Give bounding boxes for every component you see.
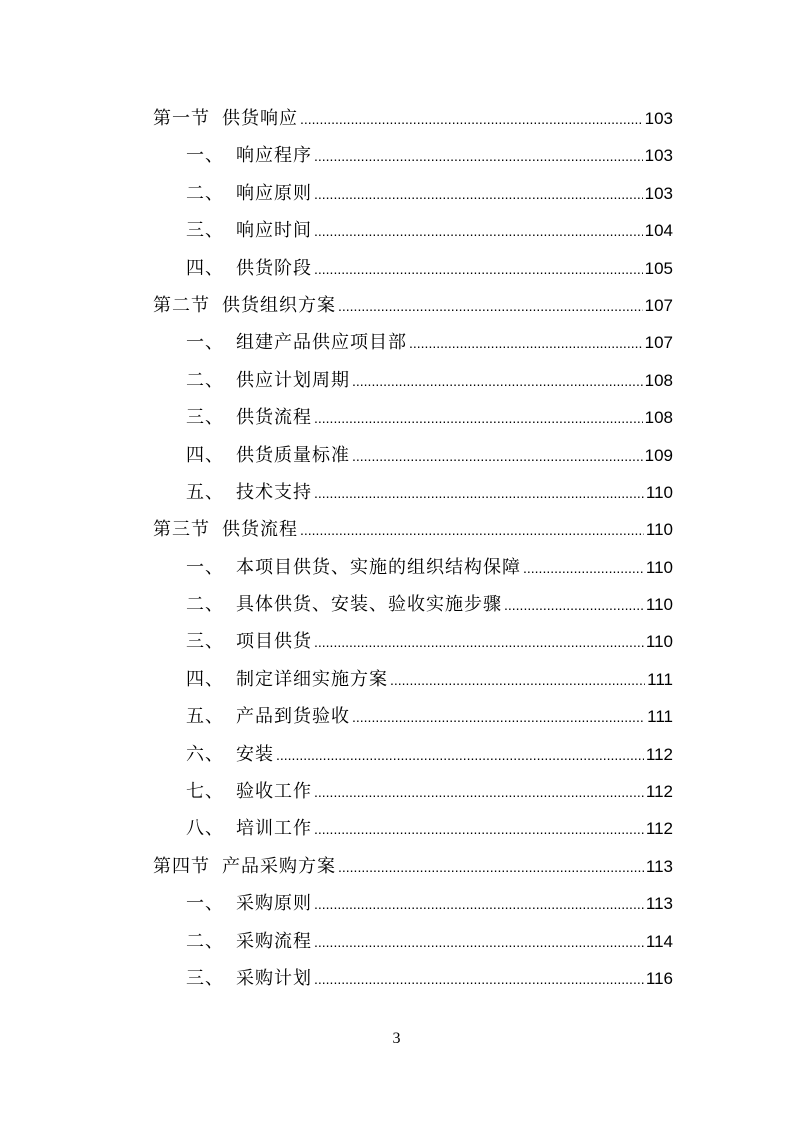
- toc-page-number: 112: [645, 819, 673, 839]
- toc-entry-title: [186, 661, 388, 698]
- dot-leader: [314, 400, 643, 437]
- toc-entry-text: 验收工作: [236, 781, 312, 803]
- toc-entry-number: 三、: [186, 631, 224, 653]
- toc-entry-text: 供货质量标准: [236, 444, 350, 466]
- toc-entry[interactable]: [153, 399, 673, 436]
- toc-entry[interactable]: [153, 324, 673, 361]
- dot-leader: [314, 138, 643, 175]
- toc-entry[interactable]: [153, 923, 673, 960]
- toc-entry-number: 四、: [186, 444, 224, 466]
- toc-entry-text: 培训工作: [236, 818, 312, 840]
- toc-page-number: 110: [645, 482, 673, 502]
- toc-entry-number: 三、: [186, 967, 224, 989]
- toc-entry[interactable]: [153, 287, 673, 324]
- toc-entry[interactable]: [153, 848, 673, 885]
- dot-leader: [352, 438, 643, 475]
- toc-entry-title: [186, 474, 312, 511]
- toc-page-number: 103: [644, 109, 673, 128]
- toc-entry[interactable]: [153, 960, 673, 997]
- toc-page-number: 105: [644, 258, 673, 278]
- toc-entry-text: 组建产品供应项目部: [236, 332, 407, 354]
- toc-entry-text: 响应程序: [236, 145, 312, 167]
- dot-leader: [314, 961, 644, 998]
- toc-entry-text: 采购计划: [236, 967, 312, 989]
- toc-entry-text: 产品采购方案: [222, 855, 336, 877]
- toc-entry-text: 采购原则: [236, 893, 312, 915]
- toc-entry-title: [153, 848, 336, 885]
- toc-entry[interactable]: [153, 885, 673, 922]
- toc-entry-number: 七、: [186, 781, 224, 803]
- dot-leader: [314, 176, 643, 213]
- toc-entry-text: 响应原则: [236, 182, 312, 204]
- toc-entry-title: [186, 137, 312, 174]
- toc-page-number: 111: [647, 669, 673, 689]
- toc-entry-number: 五、: [186, 481, 224, 503]
- toc-entry-text: 供货流程: [236, 407, 312, 429]
- toc-entry[interactable]: [153, 773, 673, 810]
- toc-entry-text: 安装: [236, 743, 274, 765]
- toc-entry-number: 一、: [186, 145, 224, 167]
- toc-entry-text: 采购流程: [236, 930, 312, 952]
- toc-page-number: 114: [645, 931, 673, 951]
- toc-entry-number: 二、: [186, 930, 224, 952]
- dot-leader: [314, 213, 643, 250]
- toc-entry-number: 第三节: [153, 519, 210, 541]
- dot-leader: [352, 363, 643, 400]
- toc-entry-number: 五、: [186, 706, 224, 728]
- toc-entry-title: [186, 212, 312, 249]
- dot-leader: [314, 251, 643, 288]
- toc-page-number: 116: [645, 968, 673, 988]
- toc-page-number: 111: [647, 707, 673, 727]
- toc-entry-title: [186, 324, 407, 361]
- toc-entry-title: [153, 287, 336, 324]
- toc-entry-number: 二、: [186, 182, 224, 204]
- toc-entry-text: 供货流程: [222, 519, 298, 541]
- toc-entry-number: 八、: [186, 818, 224, 840]
- toc-entry-text: 技术支持: [236, 481, 312, 503]
- toc-entry-title: [186, 623, 312, 660]
- toc-entry[interactable]: [153, 212, 673, 249]
- toc-entry[interactable]: [153, 474, 673, 511]
- toc-entry-title: [186, 437, 350, 474]
- dot-leader: [300, 512, 644, 549]
- toc-page-number: 112: [645, 782, 673, 802]
- toc-entry-number: 第二节: [153, 294, 210, 316]
- dot-leader: [314, 475, 644, 512]
- toc-page-number: 110: [645, 632, 673, 652]
- dot-leader: [314, 774, 644, 811]
- toc-entry-number: 二、: [186, 594, 224, 616]
- dot-leader: [314, 886, 644, 923]
- dot-leader: [409, 325, 643, 362]
- toc-entry[interactable]: [153, 810, 673, 847]
- toc-page-number: 109: [644, 445, 673, 465]
- toc-page-number: 110: [645, 595, 673, 615]
- toc-entry-title: [186, 399, 312, 436]
- dot-leader: [314, 924, 644, 961]
- toc-entry-number: 六、: [186, 743, 224, 765]
- toc-entry[interactable]: [153, 698, 673, 735]
- toc-entry-text: 供货响应: [222, 108, 298, 129]
- toc-page-number: 108: [644, 370, 673, 390]
- toc-page-number: 107: [644, 295, 673, 315]
- toc-entry-title: [186, 960, 312, 997]
- toc-entry-title: [186, 586, 502, 623]
- dot-leader: [276, 737, 644, 774]
- toc-entry-title: [186, 736, 274, 773]
- dot-leader: [338, 288, 643, 325]
- toc-page-number: 110: [645, 557, 673, 577]
- toc-entry-text: 具体供货、安装、验收实施步骤: [236, 594, 502, 616]
- toc-entry-text: 本项目供货、实施的组织结构保障: [236, 556, 521, 578]
- toc-entry[interactable]: [153, 586, 673, 623]
- toc-entry-number: 三、: [186, 407, 224, 429]
- toc-entry-text: 供货组织方案: [222, 294, 336, 316]
- toc-entry-number: 四、: [186, 668, 224, 690]
- toc-page-number: 103: [644, 146, 673, 166]
- toc-entry-number: 一、: [186, 893, 224, 915]
- toc-entry-title: [186, 549, 521, 586]
- toc-entry-text: 项目供货: [236, 631, 312, 653]
- toc-entry-title: [186, 175, 312, 212]
- toc-page-number: 113: [645, 894, 673, 914]
- toc-entry[interactable]: [153, 137, 673, 174]
- toc-entry-title: [186, 885, 312, 922]
- toc-page-number: 104: [644, 221, 673, 241]
- dot-leader: [523, 550, 644, 587]
- toc-entry[interactable]: [153, 623, 673, 660]
- dot-leader: [390, 662, 645, 699]
- toc-entry-title: [186, 250, 312, 287]
- toc-entry-text: 供货阶段: [236, 257, 312, 279]
- toc-page-number: 103: [644, 183, 673, 203]
- toc-page-number: 110: [645, 520, 673, 540]
- toc-entry-title: [186, 810, 312, 847]
- toc-entry-text: 产品到货验收: [236, 706, 350, 728]
- toc-entry-number: 一、: [186, 556, 224, 578]
- toc-entry[interactable]: [153, 250, 673, 287]
- dot-leader: [314, 624, 644, 661]
- toc-entry[interactable]: [153, 549, 673, 586]
- table-of-contents: [153, 100, 673, 997]
- dot-leader: [338, 849, 644, 886]
- toc-entry-number: 二、: [186, 369, 224, 391]
- toc-page-number: 107: [644, 333, 673, 353]
- toc-entry[interactable]: [153, 437, 673, 474]
- toc-entry[interactable]: [153, 100, 673, 137]
- toc-entry-text: 供应计划周期: [236, 369, 350, 391]
- toc-entry-number: 三、: [186, 220, 224, 242]
- toc-page-number: 112: [645, 744, 673, 764]
- dot-leader: [352, 699, 645, 736]
- dot-leader: [504, 587, 644, 624]
- toc-entry[interactable]: [153, 511, 673, 548]
- toc-page-number: 108: [644, 408, 673, 428]
- toc-entry-number: 四、: [186, 257, 224, 279]
- toc-entry-title: [153, 511, 298, 548]
- toc-entry-text: 响应时间: [236, 220, 312, 242]
- toc-entry-number: 一、: [186, 332, 224, 354]
- toc-entry-title: [186, 923, 312, 960]
- toc-entry-title: [186, 698, 350, 735]
- toc-entry-number: 第四节: [153, 855, 210, 877]
- toc-entry[interactable]: [153, 362, 673, 399]
- toc-page-number: 113: [645, 856, 673, 876]
- toc-entry-number: 第一节: [153, 108, 210, 129]
- toc-entry[interactable]: [153, 175, 673, 212]
- page-number-footer: 3: [392, 1030, 401, 1047]
- toc-entry-title: [186, 773, 312, 810]
- toc-entry-title: [186, 362, 350, 399]
- toc-entry[interactable]: [153, 736, 673, 773]
- toc-entry[interactable]: [153, 661, 673, 698]
- toc-entry-title: [153, 100, 298, 137]
- toc-entry-text: 制定详细实施方案: [236, 668, 388, 690]
- dot-leader: [300, 101, 643, 138]
- dot-leader: [314, 811, 644, 848]
